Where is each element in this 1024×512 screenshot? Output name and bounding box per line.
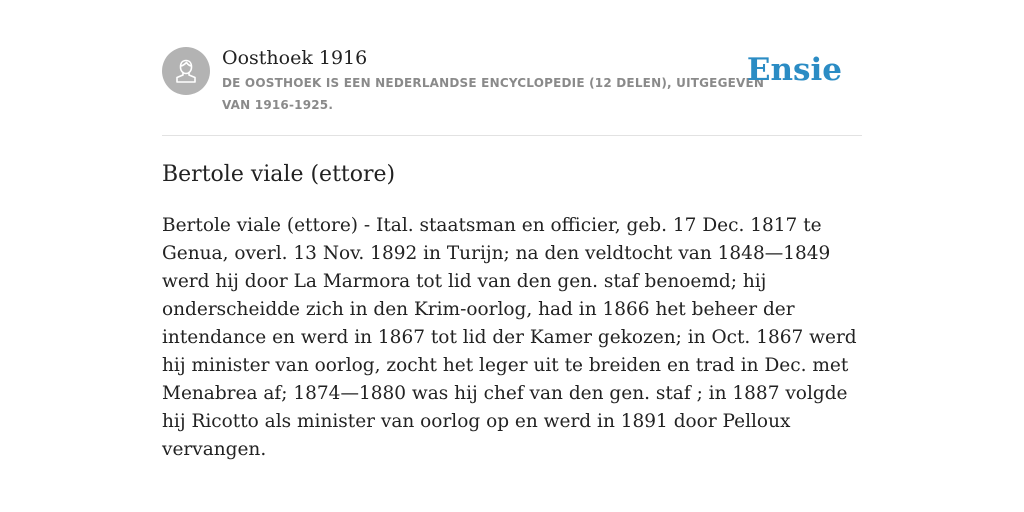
user-icon [171, 56, 201, 86]
source-header [162, 46, 862, 136]
brand-logo[interactable]: Ensie [746, 52, 842, 88]
source-avatar[interactable] [162, 47, 210, 95]
source-name[interactable]: Oosthoek 1916 [222, 47, 368, 69]
source-description: DE OOSTHOEK IS EEN NEDERLANDSE ENCYCLOPEDIE (12 DELEN), UITGEGEVEN VAN 1916-1925. [222, 76, 765, 112]
article-body: Bertole viale (ettore) - Ital. staatsman en officier, geb. 17 Dec. 1817 te Genua, overl. 13 Nov. 1892 in Turijn; na den veldtocht van 1848—1849 werd hij door La Marmora tot lid van den gen. staf benoemd; hij onderscheidde zich in den Krim-oorlog, had in 1866 het beheer der intendance en werd in 1867 tot lid der Kamer gekozen; in Oct. 1867 werd hij minister van oorlog, zocht het leger uit te breiden en trad in Dec. met Menabrea af; 1874—1880 was hij chef van den gen. staf ; in 1887 volgde hij Ricotto als minister van oorlog op en werd in 1891 door Pelloux vervangen. [162, 215, 857, 460]
article-title: Bertole viale (ettore) [162, 162, 396, 187]
